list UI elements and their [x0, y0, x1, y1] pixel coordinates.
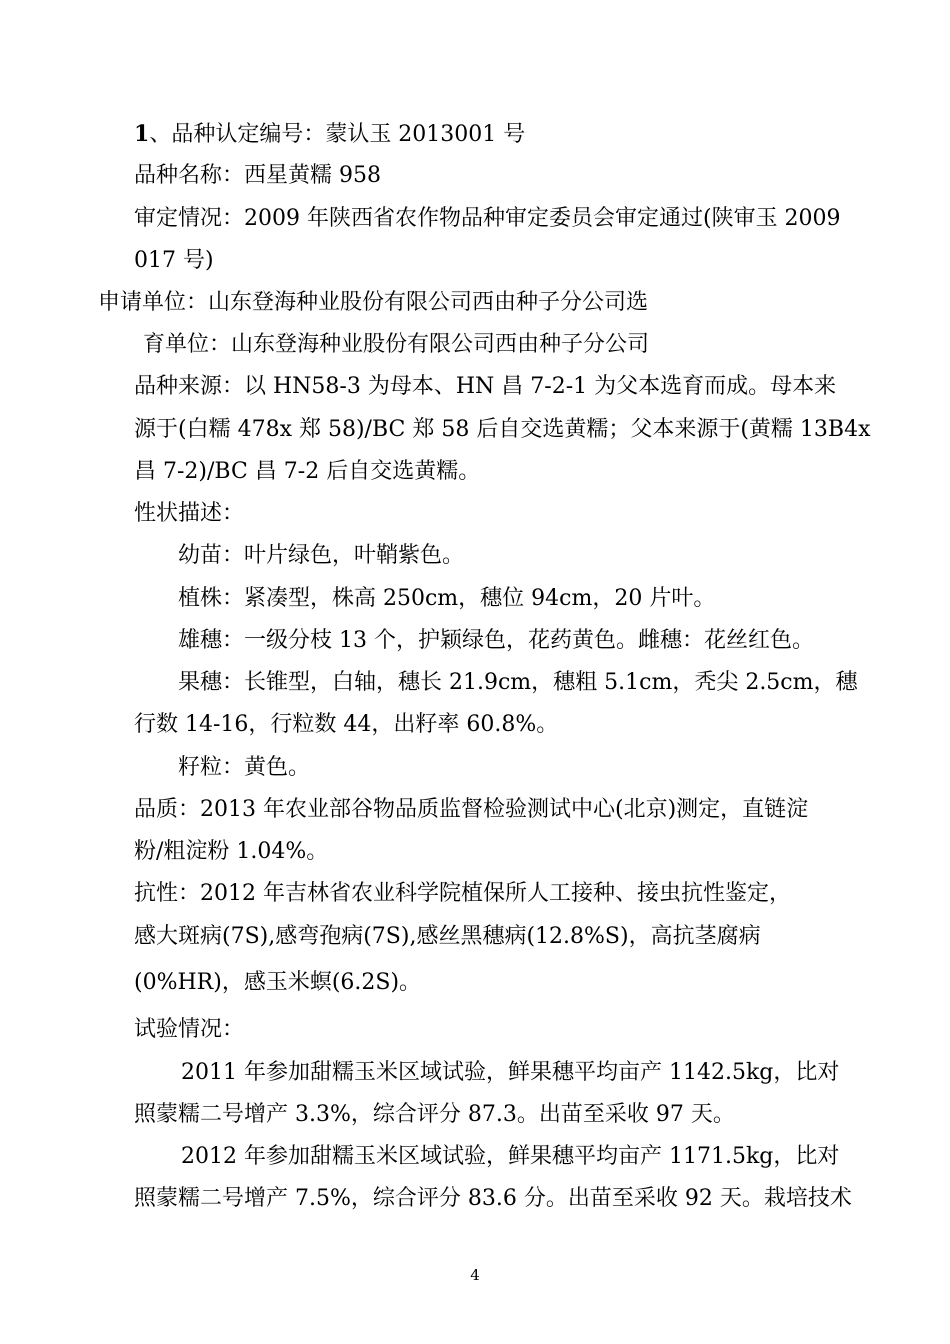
- ear-traits-line-2: 行数 14-16，行粒数 44，出籽率 60.8%。: [134, 712, 559, 737]
- ear-traits-line-1: 果穗：长锥型，白轴，穗长 21.9cm，穗粗 5.1cm，秃尖 2.5cm，穗: [178, 670, 858, 695]
- variety-source-line-2: 源于(白糯 478x 郑 58)/BC 郑 58 后自交选黄糯；父本来源于(黄糯 13B4x: [134, 417, 871, 442]
- quality-line-2: 粉/粗淀粉 1.04%。: [134, 839, 329, 864]
- variety-source-line-3: 昌 7-2)/BC 昌 7-2 后自交选黄糯。: [134, 459, 481, 484]
- trial-2011-line-1: 2011 年参加甜糯玉米区域试验，鲜果穗平均亩产 1142.5kg，比对: [181, 1060, 840, 1085]
- resistance-line-3: (0%HR)，感玉米螟(6.2S)。: [134, 970, 422, 995]
- applicant-unit: 申请单位：山东登海种业股份有限公司西由种子分公司选: [98, 290, 649, 315]
- variety-approval-number: 1、品种认定编号：蒙认玉 2013001 号: [134, 121, 526, 147]
- trait-description-heading: 性状描述：: [134, 501, 245, 526]
- kernel-traits: 籽粒：黄色。: [178, 755, 311, 780]
- trial-2012-line-1: 2012 年参加甜糯玉米区域试验，鲜果穗平均亩产 1171.5kg，比对: [181, 1144, 840, 1169]
- quality-line-1: 品质：2013 年农业部谷物品质监督检验测试中心(北京)测定，直链淀: [134, 797, 809, 822]
- trial-2011-line-2: 照蒙糯二号增产 3.3%，综合评分 87.3。出苗至采收 97 天。: [134, 1102, 735, 1127]
- resistance-line-1: 抗性：2012 年吉林省农业科学院植保所人工接种、接虫抗性鉴定，: [134, 881, 791, 906]
- approval-status-line-1: 审定情况：2009 年陕西省农作物品种审定委员会审定通过(陕审玉 2009: [134, 206, 841, 231]
- approval-status-line-2: 017 号): [134, 248, 214, 273]
- seedling-traits: 幼苗：叶片绿色，叶鞘紫色。: [178, 543, 465, 568]
- plant-traits: 植株：紧凑型，株高 250cm，穗位 94cm，20 片叶。: [178, 586, 716, 611]
- item-number: 1: [134, 121, 150, 147]
- breeding-unit: 育单位：山东登海种业股份有限公司西由种子分公司: [143, 332, 650, 357]
- variety-name: 品种名称：西星黄糯 958: [134, 163, 381, 188]
- trial-2012-line-2: 照蒙糯二号增产 7.5%，综合评分 83.6 分。出苗至采收 92 天。栽培技术: [134, 1186, 852, 1211]
- tassel-traits: 雄穗：一级分枝 13 个，护颖绿色，花药黄色。雌穗：花丝红色。: [178, 628, 814, 653]
- variety-source-line-1: 品种来源：以 HN58-3 为母本、HN 昌 7-2-1 为父本选育而成。母本来: [134, 374, 837, 399]
- resistance-line-2: 感大斑病(7S),感弯孢病(7S),感丝黑穗病(12.8%S)，高抗茎腐病: [134, 924, 761, 949]
- page-number: 4: [470, 1266, 480, 1284]
- trial-heading: 试验情况：: [134, 1017, 245, 1042]
